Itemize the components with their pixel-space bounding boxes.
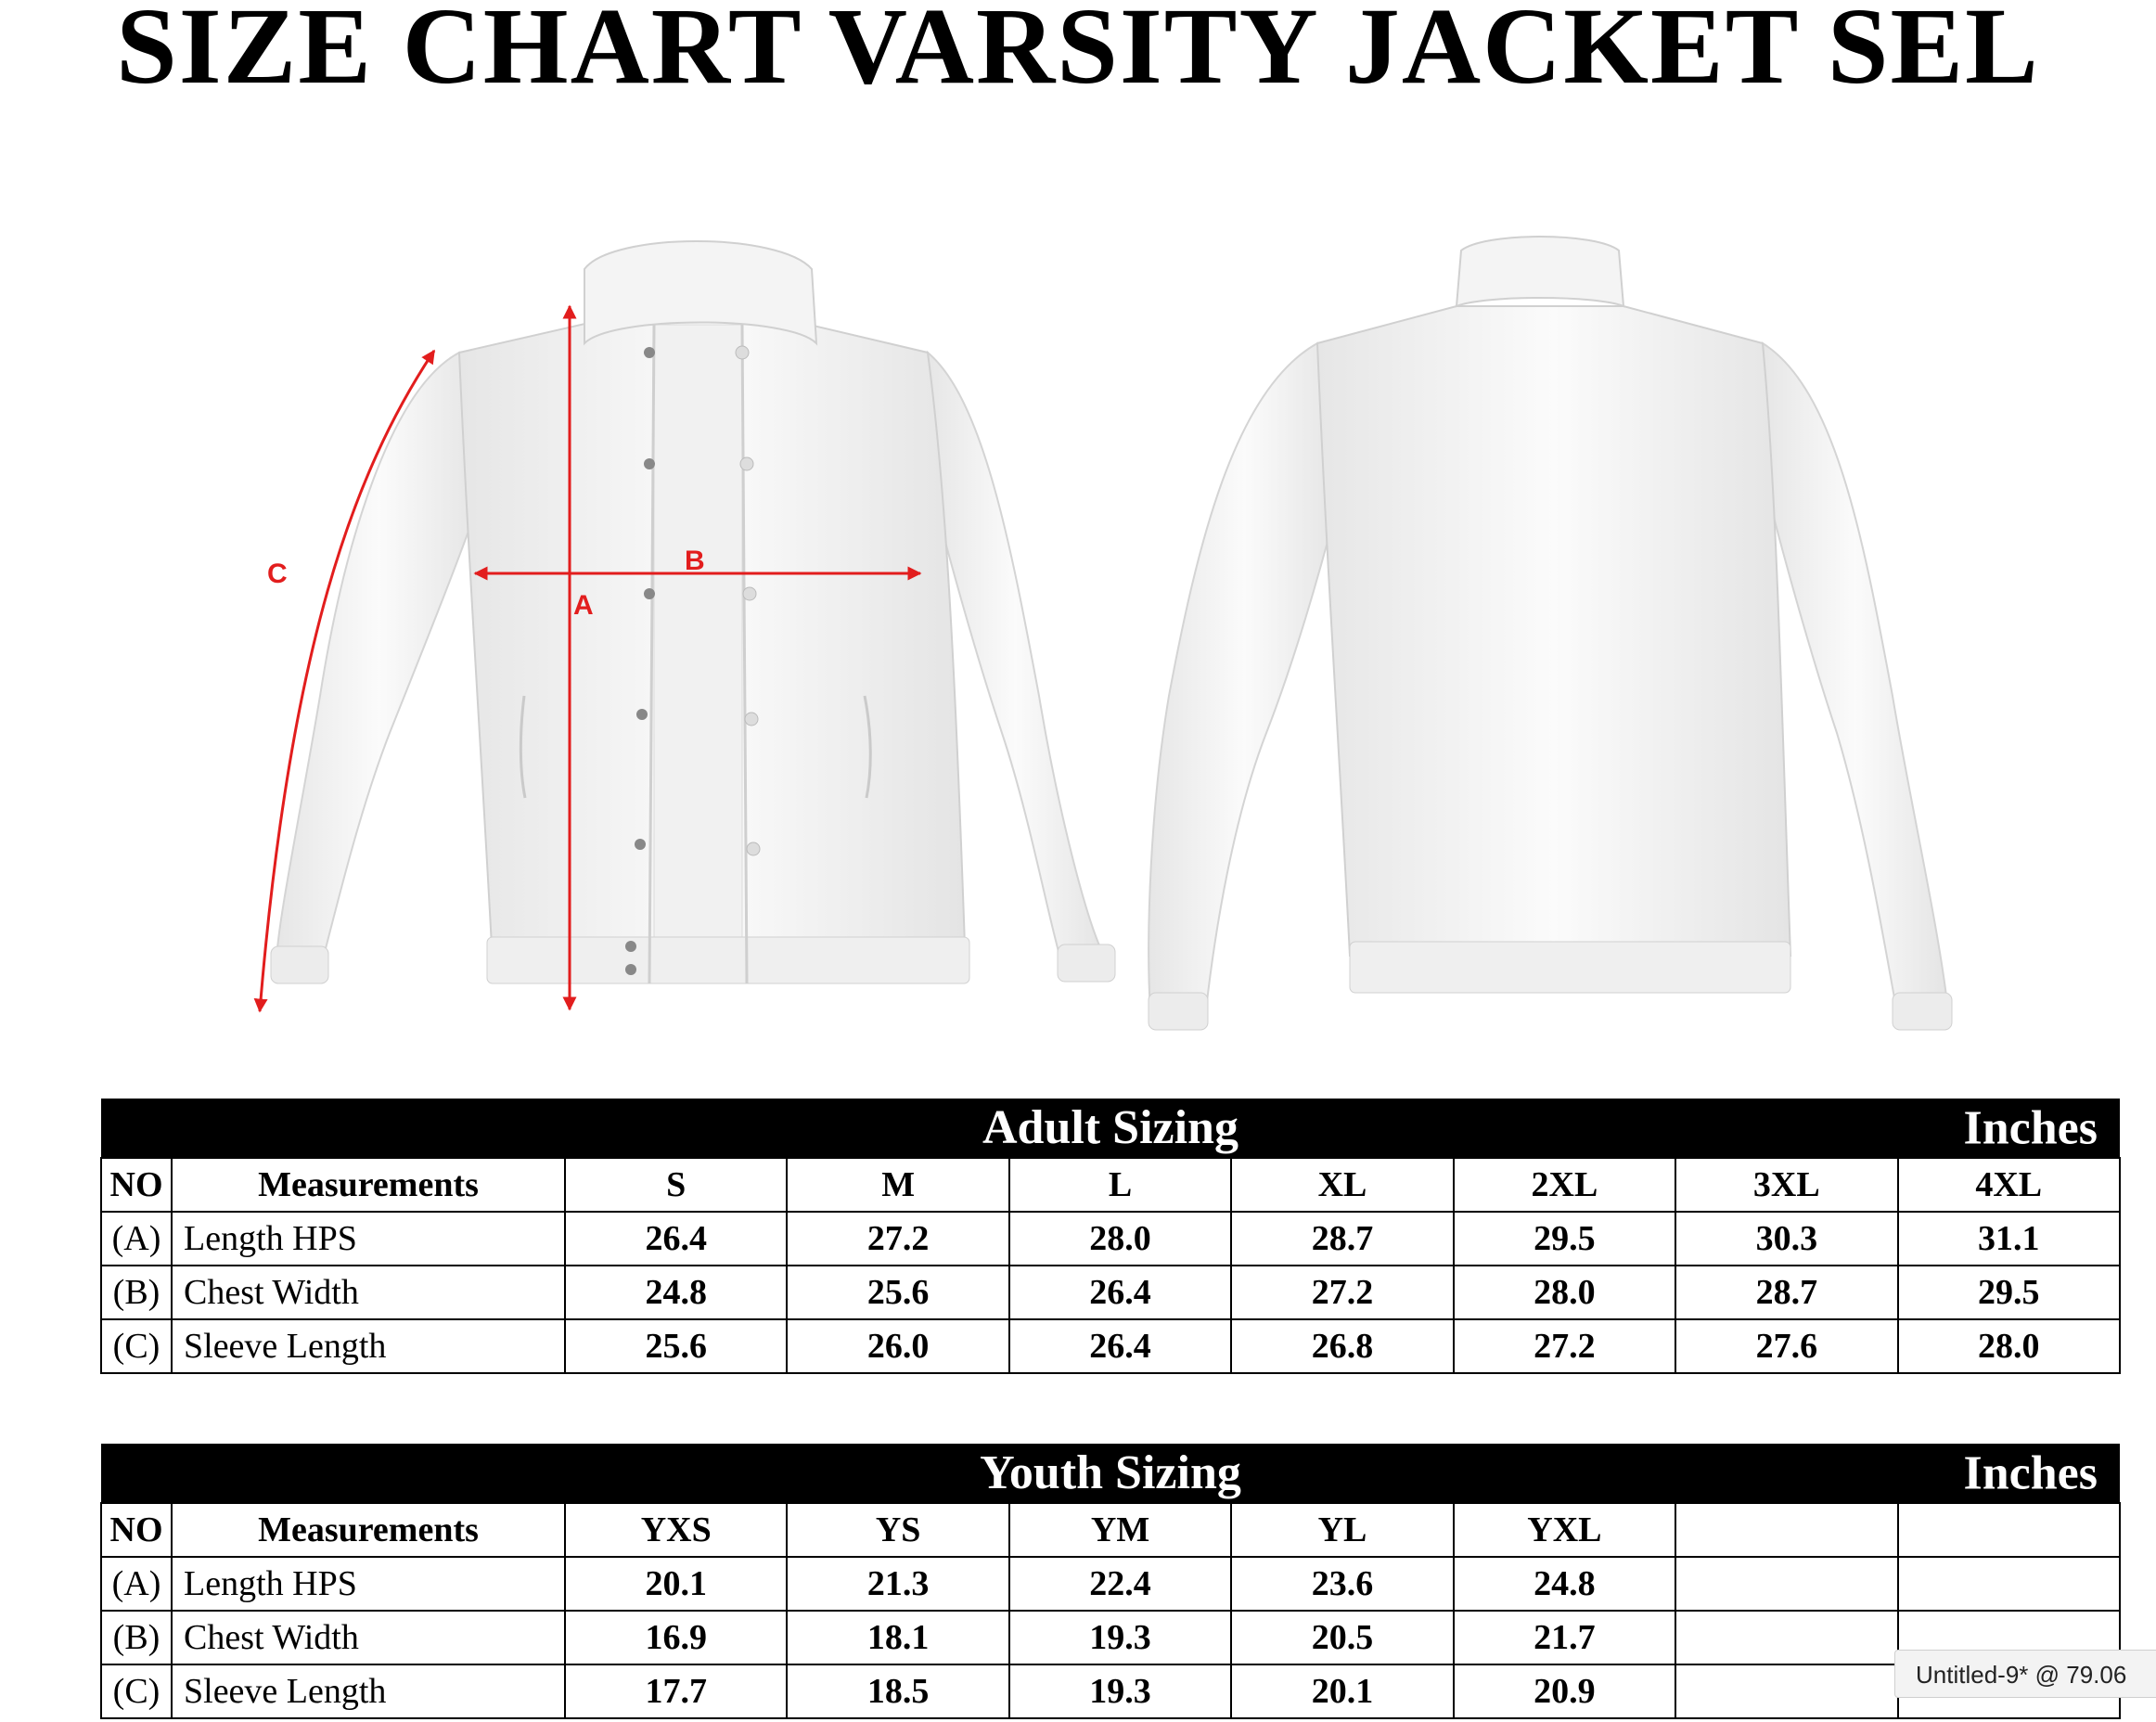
- value-cell: 21.7: [1454, 1611, 1675, 1664]
- col-no: NO: [101, 1158, 172, 1212]
- size-header: [1898, 1503, 2120, 1557]
- adult-units: Inches: [1963, 1101, 2098, 1154]
- size-header: YL: [1231, 1503, 1453, 1557]
- label-a: A: [573, 590, 594, 621]
- size-header: 2XL: [1454, 1158, 1675, 1212]
- value-cell: [1898, 1557, 2120, 1611]
- value-cell: [1675, 1664, 1897, 1718]
- row-no: (C): [101, 1664, 172, 1718]
- value-cell: 26.0: [787, 1319, 1008, 1373]
- row-no: (C): [101, 1319, 172, 1373]
- table-row: [101, 1557, 2120, 1611]
- back-jacket-image: [1149, 237, 1952, 1030]
- value-cell: 24.8: [565, 1266, 787, 1319]
- row-no: (A): [101, 1212, 172, 1266]
- row-measurement: Chest Width: [172, 1266, 565, 1319]
- value-cell: 16.9: [565, 1611, 787, 1664]
- value-cell: 26.4: [565, 1212, 787, 1266]
- value-cell: 26.4: [1009, 1266, 1231, 1319]
- value-cell: 28.0: [1898, 1319, 2120, 1373]
- value-cell: 25.6: [565, 1319, 787, 1373]
- document-status-tag[interactable]: Untitled-9* @ 79.06: [1894, 1650, 2156, 1698]
- front-jacket-image: [271, 241, 1115, 983]
- youth-size-table: [100, 1444, 2121, 1719]
- size-header: [1675, 1503, 1897, 1557]
- value-cell: 20.1: [1231, 1664, 1453, 1718]
- row-measurement: Sleeve Length: [172, 1319, 565, 1373]
- label-b: B: [685, 546, 705, 576]
- size-header: 3XL: [1675, 1158, 1897, 1212]
- youth-heading: Youth Sizing: [980, 1446, 1241, 1499]
- table-row: [101, 1266, 2120, 1319]
- value-cell: 27.6: [1675, 1319, 1897, 1373]
- value-cell: 24.8: [1454, 1557, 1675, 1611]
- table-row: [101, 1664, 2120, 1718]
- value-cell: 26.4: [1009, 1319, 1231, 1373]
- size-header: XL: [1231, 1158, 1453, 1212]
- row-no: (A): [101, 1557, 172, 1611]
- value-cell: 28.0: [1009, 1212, 1231, 1266]
- size-header: YS: [787, 1503, 1008, 1557]
- adult-banner: [101, 1099, 2120, 1158]
- size-header: 4XL: [1898, 1158, 2120, 1212]
- size-header: YXL: [1454, 1503, 1675, 1557]
- value-cell: 28.7: [1675, 1266, 1897, 1319]
- page-title: SIZE CHART VARSITY JACKET SEL: [116, 0, 2040, 107]
- row-no: (B): [101, 1266, 172, 1319]
- adult-header-row: [101, 1158, 2120, 1212]
- value-cell: 18.1: [787, 1611, 1008, 1664]
- size-header: M: [787, 1158, 1008, 1212]
- youth-units: Inches: [1963, 1446, 2098, 1499]
- row-measurement: Sleeve Length: [172, 1664, 565, 1718]
- value-cell: 19.3: [1009, 1664, 1231, 1718]
- table-row: [101, 1319, 2120, 1373]
- value-cell: 20.5: [1231, 1611, 1453, 1664]
- row-measurement: Length HPS: [172, 1212, 565, 1266]
- size-header: L: [1009, 1158, 1231, 1212]
- adult-heading: Adult Sizing: [982, 1101, 1238, 1154]
- value-cell: 23.6: [1231, 1557, 1453, 1611]
- value-cell: 30.3: [1675, 1212, 1897, 1266]
- value-cell: 20.9: [1454, 1664, 1675, 1718]
- value-cell: 27.2: [787, 1212, 1008, 1266]
- value-cell: 20.1: [565, 1557, 787, 1611]
- value-cell: [1675, 1557, 1897, 1611]
- youth-header-row: [101, 1503, 2120, 1557]
- value-cell: 17.7: [565, 1664, 787, 1718]
- value-cell: 18.5: [787, 1664, 1008, 1718]
- youth-banner: [101, 1444, 2120, 1503]
- table-row: [101, 1611, 2120, 1664]
- row-no: (B): [101, 1611, 172, 1664]
- value-cell: 22.4: [1009, 1557, 1231, 1611]
- value-cell: 27.2: [1454, 1319, 1675, 1373]
- size-header: YXS: [565, 1503, 787, 1557]
- value-cell: 31.1: [1898, 1212, 2120, 1266]
- value-cell: 28.7: [1231, 1212, 1453, 1266]
- col-measurements: Measurements: [172, 1503, 565, 1557]
- size-header: S: [565, 1158, 787, 1212]
- value-cell: 26.8: [1231, 1319, 1453, 1373]
- jacket-diagram: [0, 213, 2156, 1048]
- value-cell: 29.5: [1454, 1212, 1675, 1266]
- row-measurement: Length HPS: [172, 1557, 565, 1611]
- value-cell: 29.5: [1898, 1266, 2120, 1319]
- value-cell: 25.6: [787, 1266, 1008, 1319]
- label-c: C: [267, 559, 288, 589]
- col-measurements: Measurements: [172, 1158, 565, 1212]
- value-cell: [1675, 1611, 1897, 1664]
- value-cell: 28.0: [1454, 1266, 1675, 1319]
- value-cell: 27.2: [1231, 1266, 1453, 1319]
- adult-size-table: [100, 1099, 2121, 1374]
- value-cell: 19.3: [1009, 1611, 1231, 1664]
- table-row: [101, 1212, 2120, 1266]
- size-header: YM: [1009, 1503, 1231, 1557]
- row-measurement: Chest Width: [172, 1611, 565, 1664]
- col-no: NO: [101, 1503, 172, 1557]
- value-cell: 21.3: [787, 1557, 1008, 1611]
